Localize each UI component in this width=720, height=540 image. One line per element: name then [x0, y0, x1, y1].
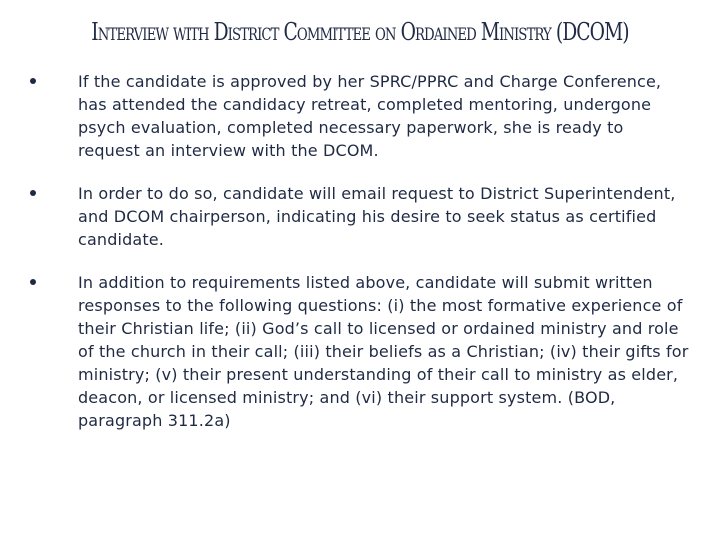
bullet-dot-icon [30, 190, 36, 196]
bullet-item [30, 271, 690, 432]
bullet-item [30, 70, 690, 162]
bullet-text: If the candidate is approved by her SPRC/PPRC and Charge Conference, has attended the candidacy retreat, completed mentoring, undergone psych evaluation, completed necessary paperwork, she is ready to request an interview with the DCOM. [78, 72, 662, 160]
bullet-item [30, 182, 690, 251]
slide-title: Interview with District Committee on Ordained Ministry (DCOM) [91, 18, 629, 46]
bullet-dot-icon [30, 279, 36, 285]
bullet-text: In order to do so, candidate will email request to District Superintendent, and DCOM chairperson, indicating his desire to seek status as certified candidate. [78, 184, 676, 249]
bullet-text: In addition to requirements listed above, candidate will submit written responses to the following questions: (i) the most formative experience of their Christian life; (ii) God’s call to licensed or ordained ministry and role of the church in their call; (iii) their beliefs as a Christian; (iv) their gifts for ministry; (v) their present understanding of their call to ministry as elder, deacon, or licensed ministry; and (vi) their support system. (BOD, paragraph 311.2a) [78, 273, 689, 430]
bullet-dot-icon [30, 78, 36, 84]
bullet-list [30, 70, 690, 452]
